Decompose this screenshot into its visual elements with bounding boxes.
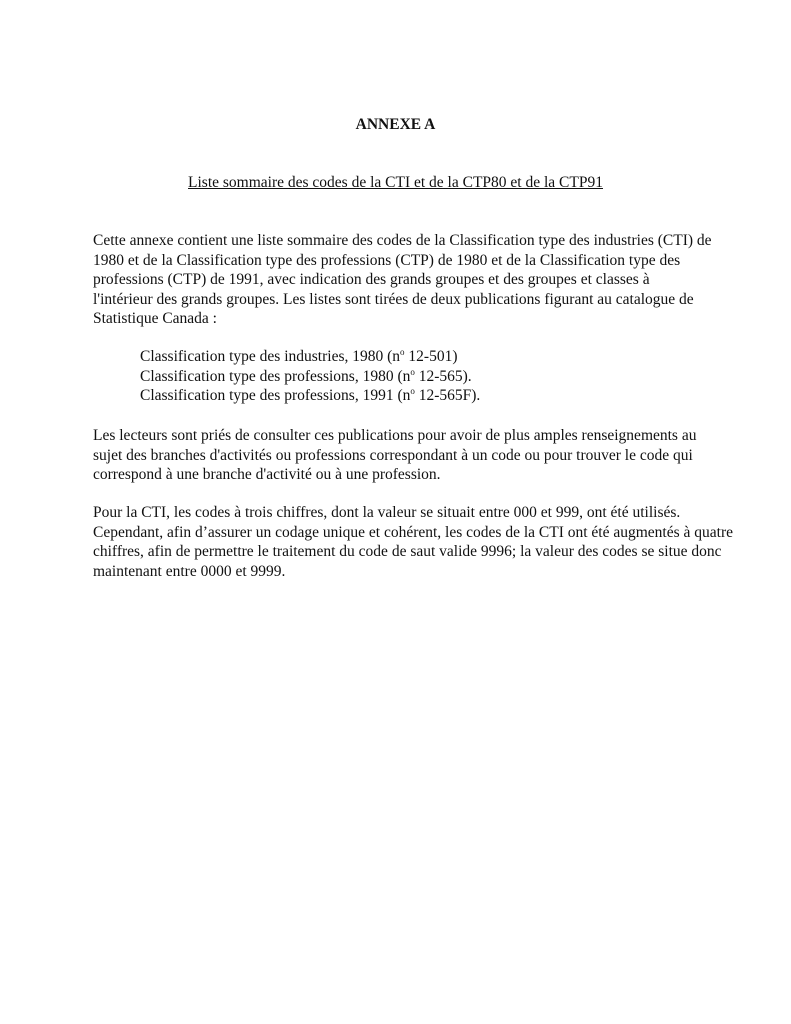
cti-codes-paragraph: Pour la CTI, les codes à trois chiffres, dont la valeur se situait entre 000 et 999, ont été utilisés. Cependant, afin d’assurer un codage unique et cohérent, les codes de la CTI ont été augmentés à quatre chiffres, afin de permettre le traitement du code de saut valide 9996; la valeur des codes se situe donc maintenant entre 0000 et 9999.	[93, 504, 733, 580]
publication-list	[140, 347, 700, 406]
readers-paragraph: Les lecteurs sont priés de consulter ces publications pour avoir de plus amples renseignements au sujet des branches d'activités ou professions correspondant à un code ou pour trouver le code qui correspond à une branche d'activité ou à une profession.	[93, 427, 697, 483]
page-subtitle	[0, 174, 791, 192]
publication-item	[140, 386, 700, 406]
subtitle-text: Liste sommaire des codes de la CTI et de la CTP80 et de la CTP91	[188, 174, 603, 191]
number-superscript: o	[410, 366, 415, 377]
publication-title: Classification type des industries, 1980 (n	[140, 348, 401, 365]
publication-title: Classification type des professions, 1991 (n	[140, 387, 411, 404]
publication-number: 12-565F).	[414, 387, 481, 404]
publication-number: 12-501)	[404, 348, 458, 365]
publication-title: Classification type des professions, 1980 (n	[140, 367, 411, 385]
publication-number: 12-565).	[414, 367, 472, 385]
publication-item	[140, 367, 700, 387]
publication-item	[140, 347, 700, 367]
page-title: ANNEXE A	[355, 116, 436, 133]
intro-paragraph: Cette annexe contient une liste sommaire des codes de la Classification type des industries (CTI) de 1980 et de la Classification type des professions (CTP) de 1980 et de la Classification type des professions (CTP) de 1991, avec indication des grands groupes et des groupes et classes à l'intérieur des grands groupes. Les listes sont tirées de deux publications figurant au catalogue de Statistique Canada :	[93, 232, 712, 327]
number-superscript: o	[410, 385, 415, 396]
number-superscript: o	[400, 346, 405, 357]
